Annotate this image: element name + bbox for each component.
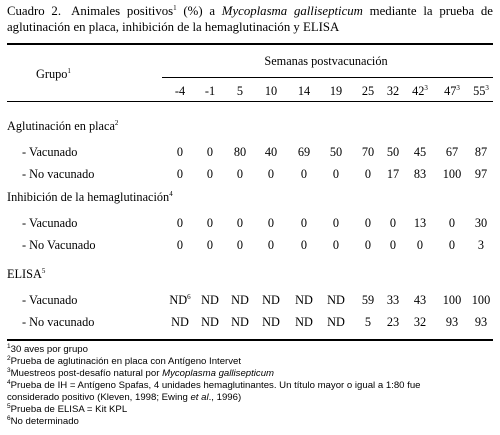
table-cell: ND — [262, 293, 280, 307]
footnote: $^5$Prueba de ELISA = Kit KPL — [7, 403, 128, 415]
week-header-cell: 5 — [236, 84, 244, 98]
row-label: - No Vacunado — [22, 238, 96, 252]
table-cell: 0 — [389, 216, 397, 230]
week-header-cell: $47^3$ — [444, 84, 460, 98]
table-cell: 0 — [206, 238, 214, 252]
table-cell: 100 — [471, 293, 491, 307]
section-title: ELISA$^5$ — [7, 267, 46, 281]
table-cell: 93 — [445, 315, 459, 329]
table-cell: 0 — [389, 238, 397, 252]
table-cell: 0 — [300, 238, 308, 252]
caption-label: Cuadro 2. — [7, 4, 62, 18]
week-header-cell: 10 — [264, 84, 278, 98]
table-cell: 0 — [332, 167, 340, 181]
table-cell: 0 — [364, 216, 372, 230]
table-cell: ND — [262, 315, 280, 329]
table-cell: 0 — [448, 216, 456, 230]
table-cell: ND — [201, 293, 219, 307]
table-cell: 17 — [386, 167, 400, 181]
week-header-cell: 32 — [386, 84, 400, 98]
week-header-cell: -1 — [204, 84, 216, 98]
row-label: - Vacunado — [22, 293, 78, 307]
table-cell: ND — [231, 293, 249, 307]
caption-organism: Mycoplasma gallisepticum — [221, 4, 363, 18]
table-cell: 13 — [413, 216, 427, 230]
section-title: Aglutinación en placa$^2$ — [7, 119, 119, 133]
table-cell: 67 — [445, 145, 459, 159]
table-bottom-rule — [7, 339, 493, 341]
table-cell: 0 — [236, 238, 244, 252]
table-cell: 0 — [176, 238, 184, 252]
table-cell: 93 — [474, 315, 488, 329]
caption-text-2: (%) a — [176, 4, 222, 18]
table-cell: 0 — [300, 167, 308, 181]
table-cell: 100 — [442, 293, 462, 307]
footnote: $^1$30 aves por grupo — [7, 343, 88, 355]
table-cell: 0 — [267, 167, 275, 181]
table-cell: 0 — [236, 216, 244, 230]
table-cell: 0 — [416, 238, 424, 252]
table-cell: 69 — [297, 145, 311, 159]
table-cell: $ND^6$ — [169, 293, 191, 307]
table-cell: 43 — [413, 293, 427, 307]
table-cell: ND — [171, 315, 189, 329]
table-cell: 100 — [442, 167, 462, 181]
weeks-underline — [162, 77, 493, 78]
table-cell: 32 — [413, 315, 427, 329]
table-cell: 3 — [477, 238, 485, 252]
footnote: $^6$No determinado — [7, 415, 79, 427]
table-cell: 0 — [332, 238, 340, 252]
week-header-cell: 19 — [329, 84, 343, 98]
table-cell: 0 — [267, 238, 275, 252]
table-cell: 0 — [206, 145, 214, 159]
row-label: - No vacunado — [22, 167, 95, 181]
table-cell: 87 — [474, 145, 488, 159]
weeks-header: Semanas postvacunación — [264, 54, 388, 68]
caption-text-3: mediante la prueba de aglutinación en placa, inhibición de la hemaglutinación y ELISA — [7, 4, 493, 34]
table-cell: 33 — [386, 293, 400, 307]
week-header-cell: -4 — [174, 84, 186, 98]
table-cell: 30 — [474, 216, 488, 230]
footnote: $^4$Prueba de IH = Antígeno Spafas, 4 unidades hemaglutinantes. Un título mayor o igual a 1:80 fue — [7, 379, 421, 391]
caption-text-1: Animales positivos — [71, 4, 174, 18]
table-cell: 0 — [176, 216, 184, 230]
table-cell: 0 — [267, 216, 275, 230]
table-cell: 80 — [233, 145, 247, 159]
table-caption — [7, 3, 493, 35]
table-cell: 70 — [361, 145, 375, 159]
table-cell: 5 — [364, 315, 372, 329]
table-cell: 0 — [206, 216, 214, 230]
table-cell: 0 — [332, 216, 340, 230]
table-cell: 83 — [413, 167, 427, 181]
table-cell: 0 — [448, 238, 456, 252]
week-header-cell: $42^3$ — [412, 84, 428, 98]
footnote: considerado positivo (Kleven, 1998; Ewing et al., 1996) — [7, 392, 242, 403]
table-cell: 23 — [386, 315, 400, 329]
footnote: $^2$Prueba de aglutinación en placa con Antígeno Intervet — [7, 355, 242, 367]
table-cell: ND — [201, 315, 219, 329]
table-top-rule — [7, 43, 493, 45]
footnote: $^3$Muestreos post-desafío natural por Mycoplasma gallisepticum — [7, 367, 275, 379]
caption-footnote-ref: 1 — [173, 4, 177, 12]
table-cell: 45 — [413, 145, 427, 159]
table-cell: 50 — [386, 145, 400, 159]
week-header-cell: $55^3$ — [473, 84, 489, 98]
table-cell: 0 — [176, 167, 184, 181]
header-bottom-rule — [7, 101, 493, 102]
row-label: - No vacunado — [22, 315, 95, 329]
group-header: Grupo$^1$ — [36, 67, 71, 81]
table-cell: ND — [327, 315, 345, 329]
week-header-cell: 14 — [297, 84, 311, 98]
table-cell: ND — [231, 315, 249, 329]
table-cell: 0 — [364, 167, 372, 181]
table-cell: 50 — [329, 145, 343, 159]
table-cell: 0 — [364, 238, 372, 252]
table-cell: 59 — [361, 293, 375, 307]
table-cell: ND — [295, 315, 313, 329]
table-cell: 0 — [300, 216, 308, 230]
table-cell: 0 — [206, 167, 214, 181]
section-title: Inhibición de la hemaglutinación$^4$ — [7, 190, 173, 204]
table-cell: 0 — [236, 167, 244, 181]
table-cell: 0 — [176, 145, 184, 159]
week-header-cell: 25 — [361, 84, 375, 98]
table-cell: ND — [327, 293, 345, 307]
row-label: - Vacunado — [22, 216, 78, 230]
table-cell: ND — [295, 293, 313, 307]
table-cell: 40 — [264, 145, 278, 159]
table-cell: 97 — [474, 167, 488, 181]
row-label: - Vacunado — [22, 145, 78, 159]
